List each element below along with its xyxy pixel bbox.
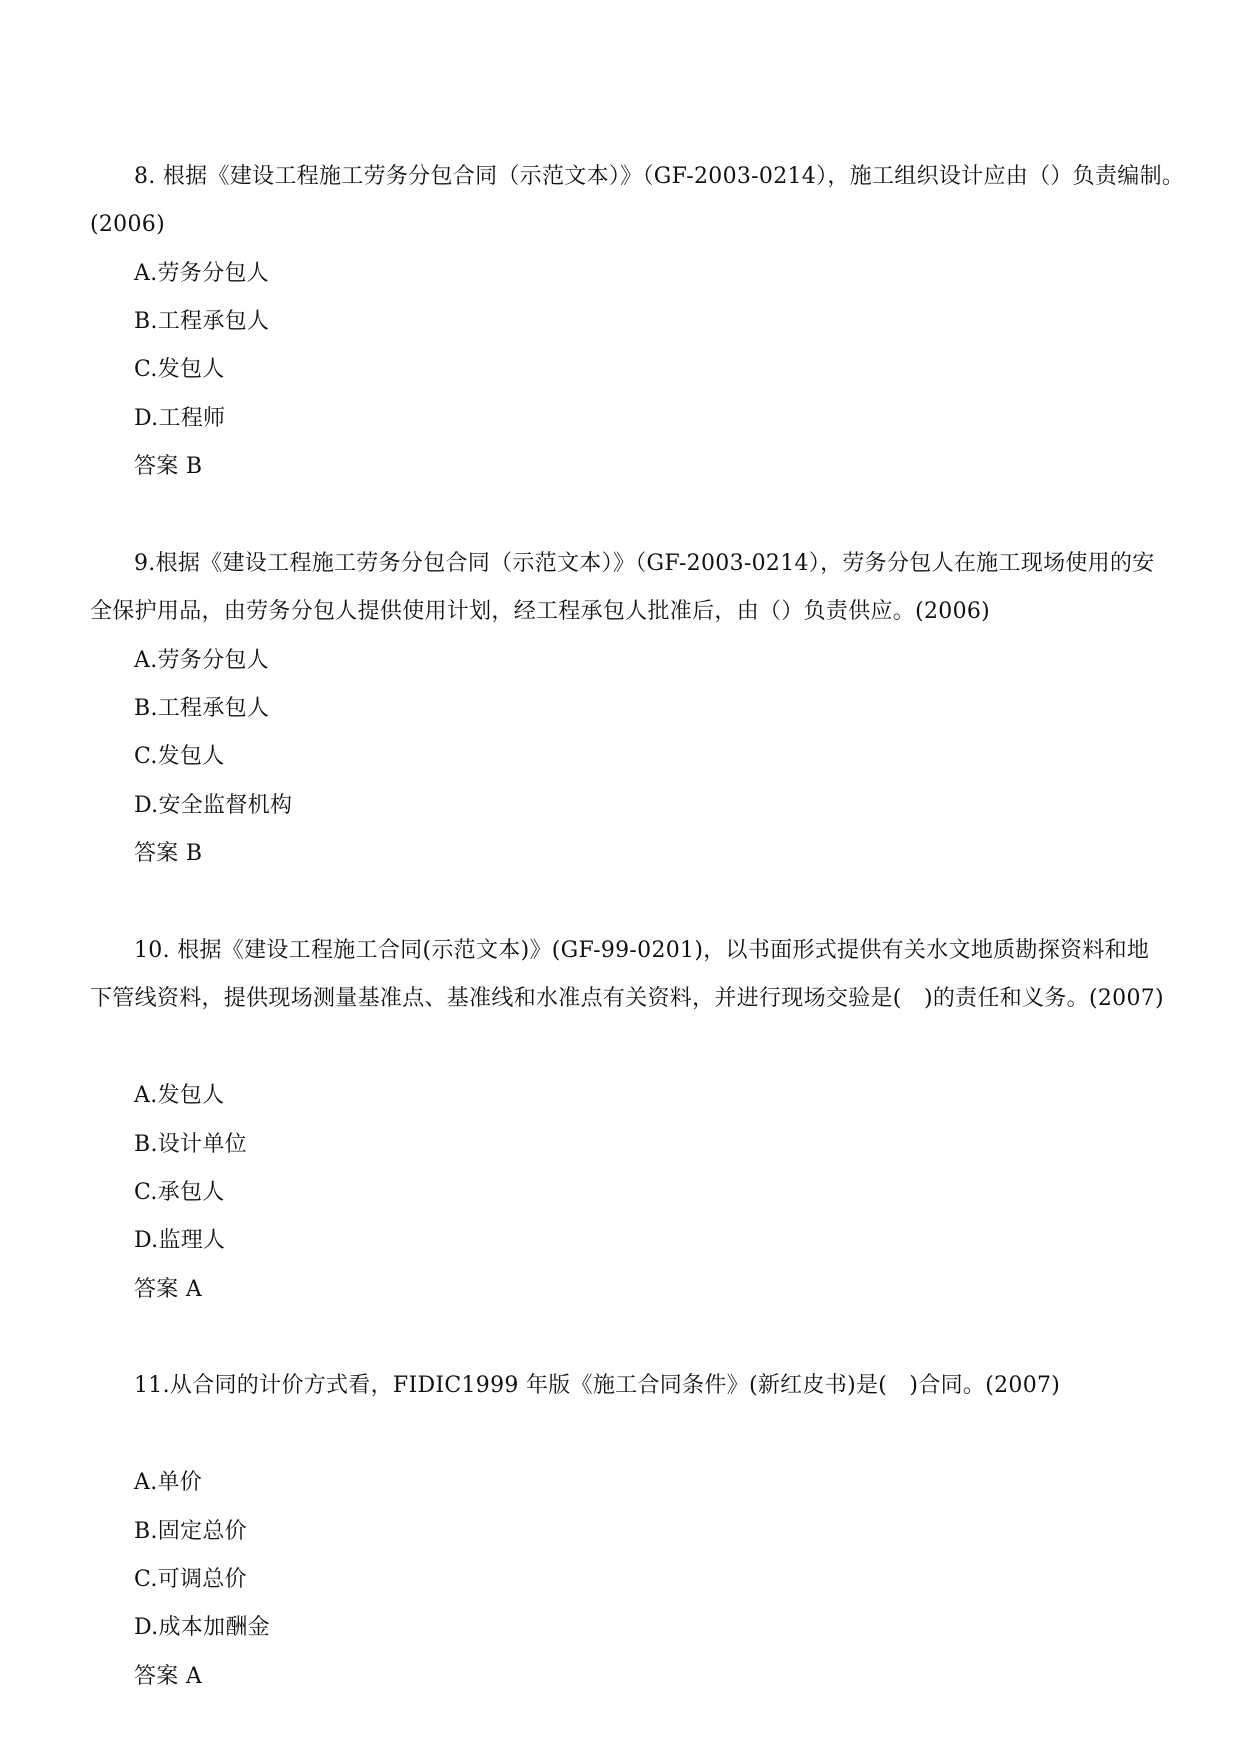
question-8-option-b: B.工程承包人 [134,309,270,334]
question-9-option-d: D.安全监督机构 [134,793,293,818]
question-10-answer: 答案 A [134,1277,203,1302]
question-10-option-d: D.监理人 [134,1228,226,1253]
question-9-option-c: C.发包人 [134,744,225,769]
question-9-answer: 答案 B [134,841,203,866]
question-8-answer: 答案 B [134,454,203,479]
question-8-stem-line-1: 8. 根据《建设工程施工劳务分包合同（示范文本）》（GF-2003-0214），施工组织设计应由（）负责编制。 [134,164,1185,189]
question-8-option-c: C.发包人 [134,357,225,382]
question-11-option-c: C.可调总价 [134,1567,247,1592]
question-9-option-b: B.工程承包人 [134,696,270,721]
question-8-option-d: D.工程师 [134,406,226,431]
question-9-option-a: A.劳务分包人 [134,648,269,673]
question-10-stem-line-2: 下管线资料，提供现场测量基准点、基准线和水准点有关资料，并进行现场交验是( )的责任和义务。(2007) [90,986,1164,1011]
question-11-option-a: A.单价 [134,1470,203,1495]
question-11-option-b: B.固定总价 [134,1519,247,1544]
question-11-stem-line-1: 11.从合同的计价方式看，FIDIC1999 年版《施工合同条件》(新红皮书)是( )合同。(2007) [134,1373,1061,1398]
question-10-option-c: C.承包人 [134,1180,225,1205]
question-11-answer: 答案 A [134,1664,203,1689]
question-9-stem-line-2: 全保护用品，由劳务分包人提供使用计划，经工程承包人批准后，由（）负责供应。(2006) [90,599,991,624]
question-10-option-b: B.设计单位 [134,1132,247,1157]
question-9-stem-line-1: 9.根据《建设工程施工劳务分包合同（示范文本）》（GF-2003-0214），劳务分包人在施工现场使用的安 [134,551,1155,576]
question-8-option-a: A.劳务分包人 [134,261,269,286]
question-8-stem-line-2: (2006) [90,212,165,237]
question-10-option-a: A.发包人 [134,1083,225,1108]
question-10-stem-line-1: 10. 根据《建设工程施工合同(示范文本)》(GF-99-0201)，以书面形式提供有关水文地质勘探资料和地 [134,938,1150,963]
question-11-option-d: D.成本加酬金 [134,1615,270,1640]
